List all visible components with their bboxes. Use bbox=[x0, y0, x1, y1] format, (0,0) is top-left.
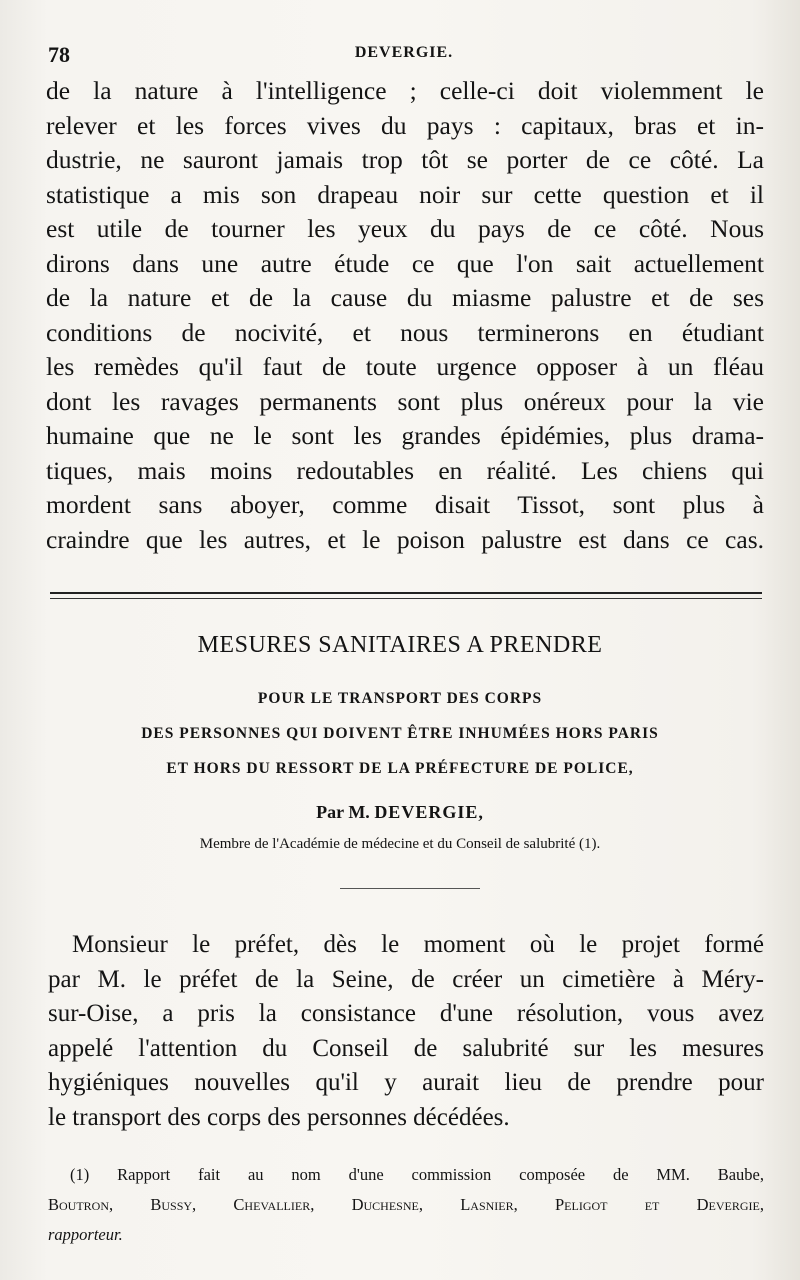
text-line: dirons dans une autre étude ce que l'on sait actuellement bbox=[46, 248, 764, 278]
text-line: tiques, mais moins redoutables en réalité. Les chiens qui bbox=[46, 455, 764, 485]
section-divider-thick bbox=[50, 592, 762, 594]
text-line: dont les ravages permanents sont plus onéreux pour la vie bbox=[46, 386, 764, 416]
page-header bbox=[48, 42, 760, 67]
text-line: par M. le préfet de la Seine, de créer un cimetière à Méry- bbox=[48, 965, 764, 993]
short-divider bbox=[340, 888, 480, 889]
text-line: est utile de tourner les yeux du pays de ce côté. Nous bbox=[46, 214, 764, 243]
text-line: Monsieur le préfet, dès le moment où le projet formé bbox=[72, 931, 764, 958]
footnote bbox=[48, 1160, 764, 1250]
author-name: DEVERGIE, bbox=[374, 802, 484, 822]
text-line: conditions de nocivité, et nous terminerons en étudiant bbox=[46, 317, 764, 347]
footnote-line: rapporteur. bbox=[48, 1225, 123, 1244]
text-line: mordent sans aboyer, comme disait Tissot, sont plus à bbox=[46, 490, 764, 519]
article-subtitle-line: POUR LE TRANSPORT DES CORPS bbox=[257, 690, 543, 707]
page-number: 78 bbox=[48, 42, 70, 67]
author-line bbox=[0, 802, 800, 823]
author-affiliation: Membre de l'Académie de médecine et du Conseil de salubrité (1). bbox=[199, 836, 601, 852]
article-title: MESURES SANITAIRES A PRENDRE bbox=[197, 632, 603, 658]
text-line: hygiéniques nouvelles qu'il y aurait lieu de prendre pour bbox=[48, 1069, 764, 1096]
running-head: DEVERGIE. bbox=[354, 44, 454, 61]
text-line: les remèdes qu'il faut de toute urgence opposer à un fléau bbox=[46, 352, 764, 381]
text-line: le transport des corps des personnes décédées. bbox=[48, 1103, 510, 1131]
text-line: sur-Oise, a pris la consistance d'une résolution, vous avez bbox=[48, 1000, 764, 1027]
text-line: de la nature et de la cause du miasme palustre et de ses bbox=[46, 283, 764, 312]
paragraph-2 bbox=[48, 928, 764, 1135]
text-line: relever et les forces vives du pays : capitaux, bras et in- bbox=[46, 110, 764, 140]
article-subtitle-line: DES PERSONNES QUI DOIVENT ÊTRE INHUMÉES HORS PARIS bbox=[141, 725, 659, 742]
text-line: de la nature à l'intelligence ; celle-ci doit violemment le bbox=[46, 76, 764, 105]
author-prefix: Par M. bbox=[316, 802, 370, 822]
text-line: craindre que les autres, et le poison palustre est dans ce cas. bbox=[46, 524, 764, 554]
footnote-line: Boutron, Bussy, Chevallier, Duchesne, Lasnier, Peligot et Devergie, bbox=[48, 1195, 764, 1214]
text-line: appelé l'attention du Conseil de salubrité sur les mesures bbox=[48, 1034, 764, 1062]
paragraph-1 bbox=[46, 74, 764, 557]
text-line: humaine que ne le sont les grandes épidémies, plus drama- bbox=[46, 421, 764, 450]
text-line: statistique a mis son drapeau noir sur cette question et il bbox=[46, 179, 764, 209]
article-subtitle-line: ET HORS DU RESSORT DE LA PRÉFECTURE DE POLICE, bbox=[166, 760, 634, 777]
footnote-line: (1) Rapport fait au nom d'une commission composée de MM. Baube, bbox=[70, 1165, 764, 1184]
text-line: dustrie, ne sauront jamais trop tôt se porter de ce côté. La bbox=[46, 145, 764, 174]
section-divider-thin bbox=[50, 598, 762, 599]
